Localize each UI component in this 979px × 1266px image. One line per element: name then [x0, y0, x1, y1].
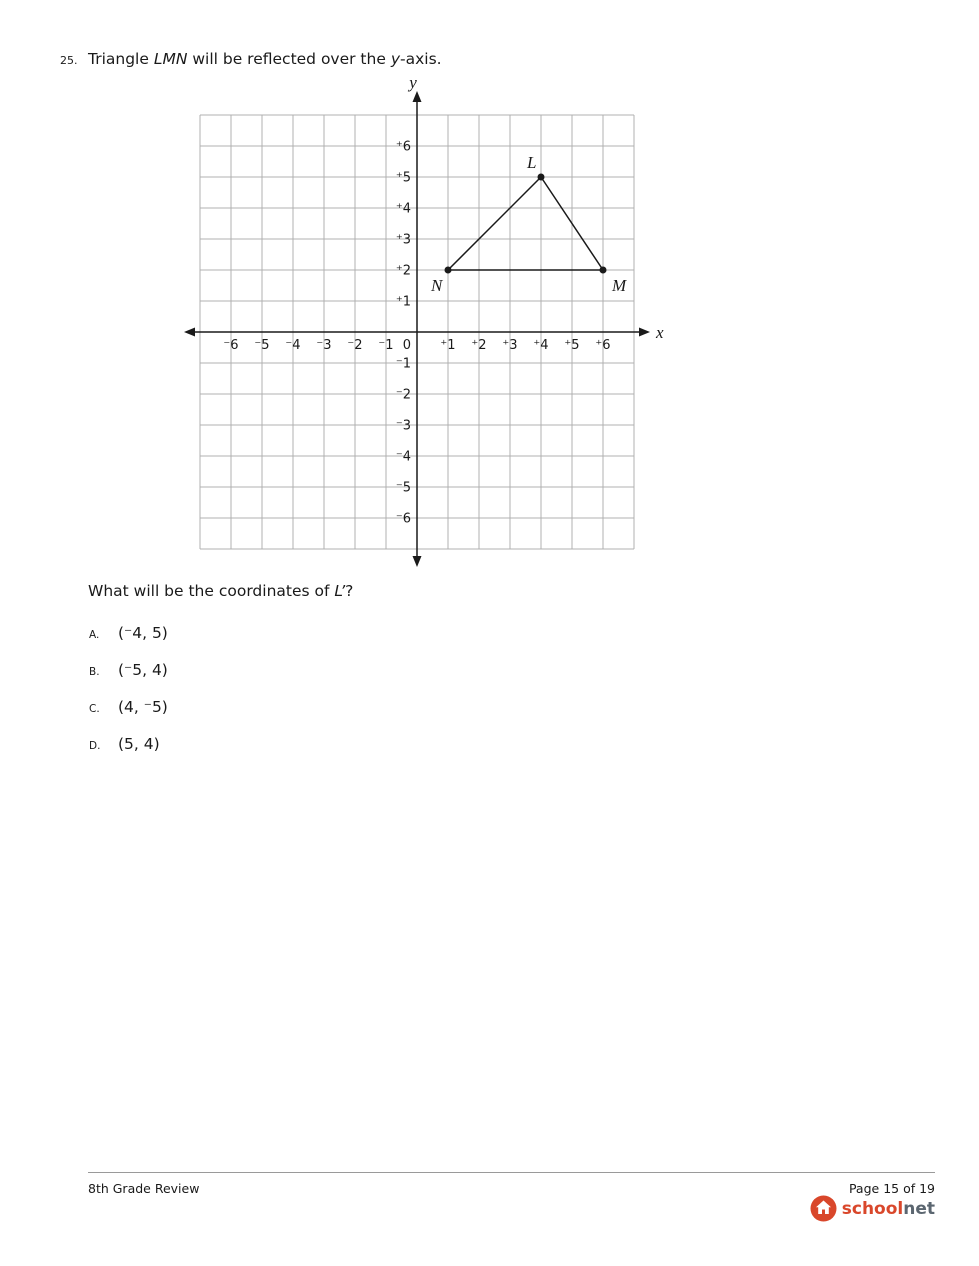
choice-letter: A. [89, 629, 100, 641]
vertex-label-N: N [431, 276, 443, 295]
y-tick-label: ⁺5 [395, 170, 411, 186]
choice-text: (5, 4) [118, 735, 160, 753]
vertex-N [445, 267, 452, 274]
question-text-part: will be reflected over the [187, 50, 391, 68]
x-tick-label: ⁻4 [285, 338, 301, 353]
x-tick-label: ⁻6 [223, 338, 239, 353]
y-tick-label: ⁻5 [395, 480, 411, 496]
choice-text: (⁻4, 5) [118, 624, 168, 642]
choice-letter: B. [89, 666, 100, 678]
y-tick-label: ⁺2 [395, 263, 411, 279]
vertex-label-L: L [527, 153, 537, 172]
question-text-triangle-name: LMN [153, 50, 188, 68]
coordinate-grid [180, 75, 680, 575]
y-tick-label: ⁺6 [395, 139, 411, 155]
y-tick-label: ⁺4 [395, 201, 411, 217]
x-tick-label: ⁺3 [502, 338, 518, 353]
y-axis-arrow-down [413, 556, 422, 567]
y-tick-label: ⁻3 [395, 418, 411, 434]
question-number: 25. [60, 54, 78, 67]
choice-letter: D. [89, 740, 101, 752]
y-axis-arrow-up [413, 91, 422, 102]
choice-letter: C. [89, 703, 100, 715]
choice-c [89, 696, 168, 719]
choice-d [89, 733, 168, 756]
x-tick-label: ⁺4 [533, 338, 549, 353]
x-tick-label: ⁺6 [595, 338, 611, 353]
y-axis-letter: y [409, 75, 417, 92]
y-tick-label: ⁺3 [395, 232, 411, 248]
origin-label: 0 [402, 338, 411, 353]
schoolnet-logo-text [842, 1199, 935, 1219]
x-axis-letter: x [656, 323, 664, 342]
x-tick-label: ⁻1 [378, 338, 394, 353]
y-tick-label: ⁻4 [395, 449, 411, 465]
prompt-point-name: L’ [334, 582, 346, 600]
x-axis-arrow-right [639, 328, 650, 337]
x-tick-label: ⁻2 [347, 338, 363, 353]
vertex-L [538, 174, 545, 181]
schoolnet-logo [810, 1195, 935, 1222]
vertex-M [600, 267, 607, 274]
page-number: Page 15 of 19 [848, 1181, 935, 1196]
schoolhouse-icon [810, 1195, 837, 1222]
prompt-part: ? [345, 582, 354, 600]
question-text-axis-name: y [390, 50, 400, 68]
y-tick-label: ⁻6 [395, 511, 411, 527]
triangle-LMN [448, 177, 603, 270]
question-text-part: -axis. [400, 50, 442, 68]
y-tick-label: ⁻2 [395, 387, 411, 403]
prompt-part: What will be the coordinates of [88, 582, 335, 600]
choice-text: (4, ⁻5) [118, 698, 168, 716]
prompt [88, 582, 353, 600]
logo-text-net: net [903, 1198, 935, 1219]
x-tick-label: ⁺1 [440, 338, 456, 353]
question-text-part: Triangle [88, 50, 154, 68]
question-25 [60, 50, 442, 68]
footer-divider [88, 1172, 935, 1173]
y-tick-label: ⁻1 [395, 356, 411, 372]
document-title: 8th Grade Review [88, 1181, 200, 1196]
x-tick-label: ⁻3 [316, 338, 332, 353]
x-tick-label: ⁺2 [471, 338, 487, 353]
choice-text: (⁻5, 4) [118, 661, 168, 679]
x-tick-label: ⁻5 [254, 338, 270, 353]
x-axis-arrow-left [184, 328, 195, 337]
logo-text-school: school [841, 1198, 904, 1219]
y-tick-label: ⁺1 [395, 294, 411, 310]
question-text [88, 50, 442, 68]
choice-a [89, 622, 168, 645]
choice-b [89, 659, 168, 682]
x-tick-label: ⁺5 [564, 338, 580, 353]
vertex-label-M: M [612, 276, 627, 295]
answer-choices [89, 622, 168, 770]
